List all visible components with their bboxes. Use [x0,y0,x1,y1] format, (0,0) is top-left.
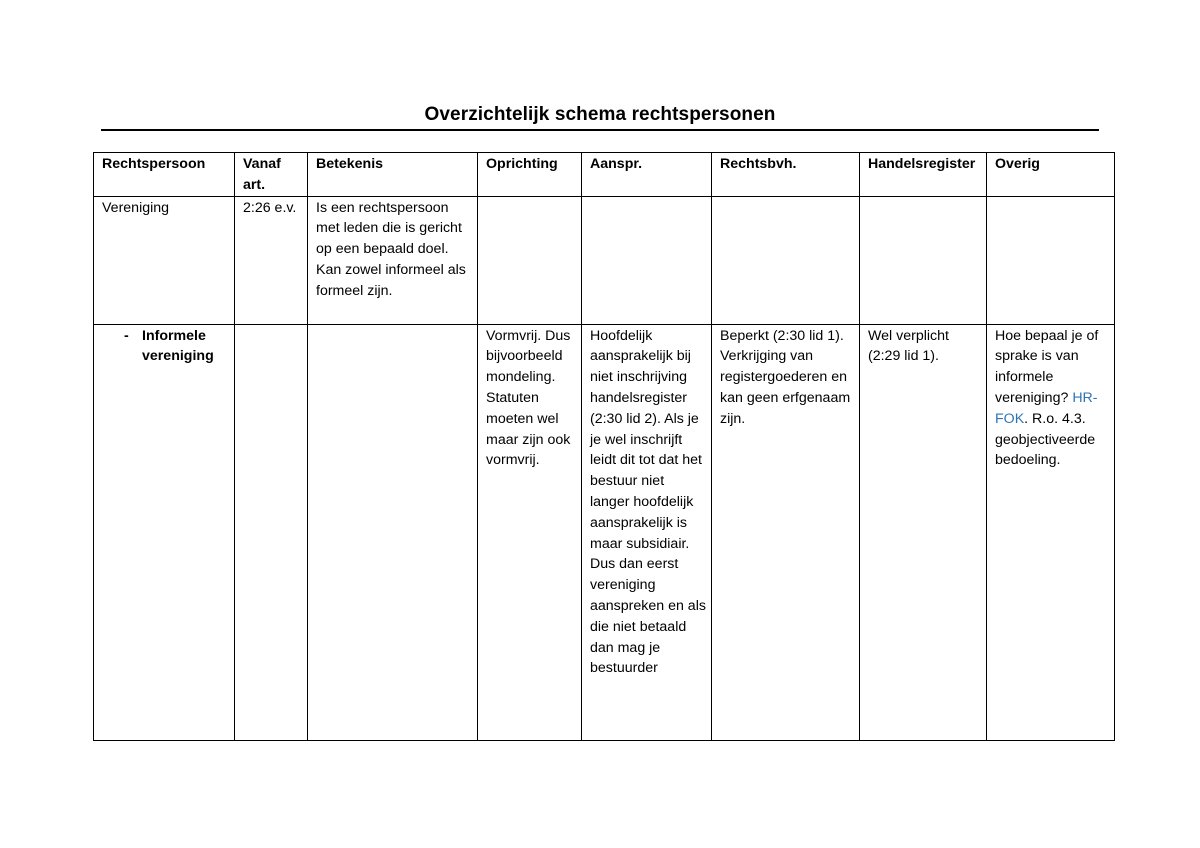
cell-aanspr [582,196,712,324]
cell-betekenis: Is een rechtspersoon met leden die is gericht op een bepaald doel. Kan zowel informeel als formeel zijn. [308,196,478,324]
cell-aanspr: Hoofdelijk aansprakelijk bij niet inschrijving handelsregister (2:30 lid 2). Als je je wel inschrijft leidt dit tot dat het bestuur niet langer hoofdelijk aansprakelijk is maar subsidiair. Dus dan eerst vereniging aanspreken en als die niet betaald dan mag je bestuurder [582,324,712,740]
header-rechtsbvh: Rechtsbvh. [712,153,860,197]
overig-text-after-link: . R.o. 4.3. geobjectiveerde bedoeling. [995,410,1096,469]
rechtspersonen-table [93,152,1115,741]
cell-rechtsbvh: Beperkt (2:30 lid 1). Verkrijging van registergoederen en kan geen erfgenaam zijn. [712,324,860,740]
table-row-informele-vereniging [94,324,1115,740]
cell-overig [987,324,1115,740]
header-aanspr: Aanspr. [582,153,712,197]
cell-rechtsbvh [712,196,860,324]
cell-handelsregister [860,196,987,324]
cell-vanaf-art: 2:26 e.v. [235,196,308,324]
header-overig: Overig [987,153,1115,197]
header-oprichting: Oprichting [478,153,582,197]
header-handelsregister: Handelsregister [860,153,987,197]
header-betekenis: Betekenis [308,153,478,197]
cell-oprichting [478,196,582,324]
sub-entity-name: Informele vereniging [142,327,214,365]
hr-fok-link[interactable]: HR-FOK [995,389,1098,427]
overig-text-before-link: Hoe bepaal je of sprake is van informele vereniging? [995,327,1099,406]
cell-rechtspersoon [94,324,235,740]
cell-rechtspersoon: Vereniging [94,196,235,324]
cell-handelsregister: Wel verplicht (2:29 lid 1). [860,324,987,740]
header-rechtspersoon: Rechtspersoon [94,153,235,197]
cell-overig [987,196,1115,324]
page-title: Overzichtelijk schema rechtspersonen [424,104,776,125]
cell-vanaf-art [235,324,308,740]
header-vanaf-art: Vanaf art. [235,153,308,197]
list-bullet: - [124,327,129,344]
title-underline-rule [101,129,1099,131]
table-row-vereniging [94,196,1115,324]
cell-betekenis [308,324,478,740]
cell-oprichting: Vormvrij. Dus bijvoorbeeld mondeling. Statuten moeten wel maar zijn ook vormvrij. [478,324,582,740]
table-header-row [94,153,1115,197]
sub-entity-label [102,326,230,368]
